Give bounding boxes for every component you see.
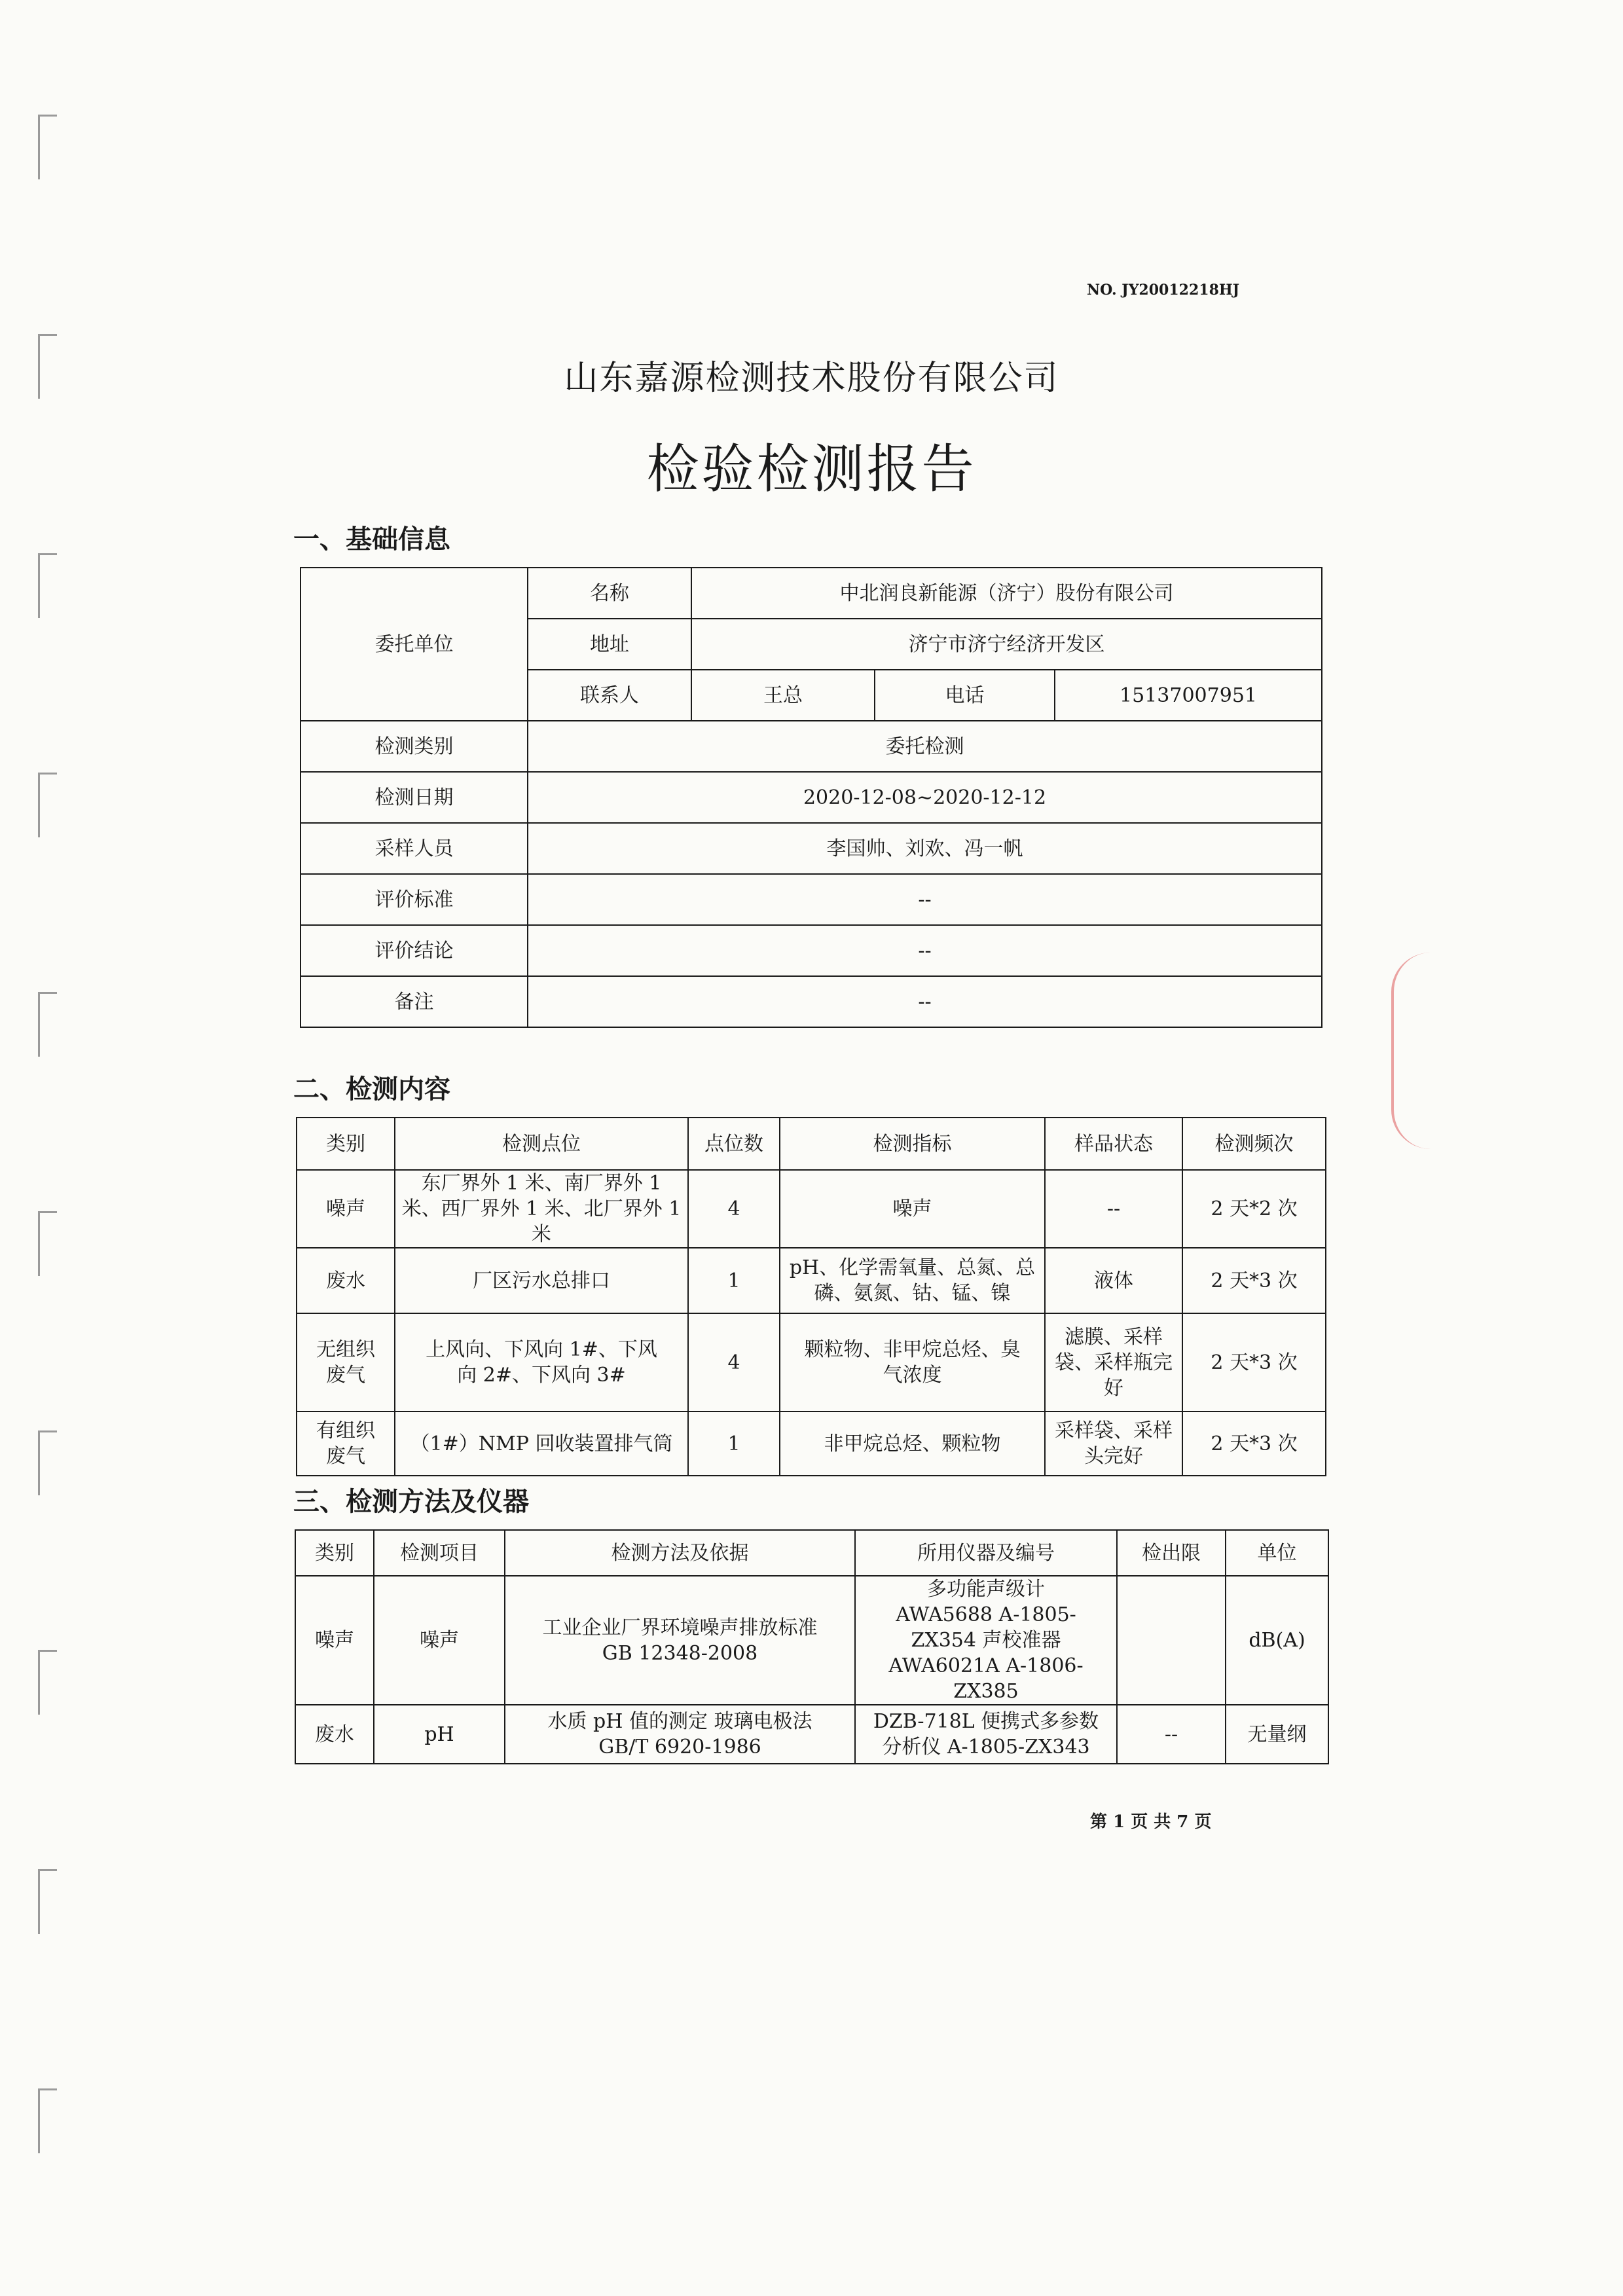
binding-mark [38, 1430, 57, 1495]
method-cell: 工业企业厂界环境噪声排放标准 GB 12348-2008 [505, 1576, 855, 1705]
header-cell: 类别 [295, 1530, 374, 1576]
category-cell: 无组织废气 [297, 1313, 395, 1412]
contact-value: 王总 [691, 670, 875, 721]
methods-table [295, 1529, 1329, 1764]
info-row-label: 检测类别 [301, 721, 528, 772]
points-cell: 东厂界外 1 米、南厂界外 1 米、西厂界外 1 米、北厂界外 1 米 [395, 1170, 688, 1248]
freq-cell: 2 天*3 次 [1182, 1313, 1326, 1412]
basic-info-table [300, 567, 1322, 1028]
page-number: 第 1 页 共 7 页 [1090, 1812, 1212, 1832]
item-cell: pH [374, 1705, 505, 1764]
state-cell: 采样袋、采样头完好 [1045, 1412, 1182, 1476]
info-row-value: 2020-12-08~2020-12-12 [528, 772, 1322, 823]
instrument-cell: 多功能声级计 AWA5688 A-1805-ZX354 声校准器 AWA6021A A-1806-ZX385 [855, 1576, 1117, 1705]
info-row-value: 李国帅、刘欢、冯一帆 [528, 823, 1322, 874]
info-row-label: 备注 [301, 976, 528, 1027]
state-cell: 滤膜、采样袋、采样瓶完好 [1045, 1313, 1182, 1412]
items-cell: 颗粒物、非甲烷总烃、臭气浓度 [780, 1313, 1045, 1412]
freq-cell: 2 天*3 次 [1182, 1248, 1326, 1313]
binding-mark [38, 553, 57, 618]
report-number: NO. JY20012218HJ [1087, 282, 1240, 299]
section-methods-title: 三、检测方法及仪器 [293, 1486, 529, 1517]
freq-cell: 2 天*2 次 [1182, 1170, 1326, 1248]
limit-cell: -- [1117, 1705, 1226, 1764]
limit-cell [1117, 1576, 1226, 1705]
info-row-label: 采样人员 [301, 823, 528, 874]
section-content-title: 二、检测内容 [293, 1074, 450, 1104]
items-cell: 噪声 [780, 1170, 1045, 1248]
company-name: 山东嘉源检测技术股份有限公司 [564, 359, 1059, 398]
binding-mark [38, 1211, 57, 1276]
category-cell: 废水 [297, 1248, 395, 1313]
header-cell: 类别 [297, 1118, 395, 1170]
count-cell: 1 [688, 1412, 780, 1476]
points-cell: 上风向、下风向 1#、下风向 2#、下风向 3# [395, 1313, 688, 1412]
binding-mark [38, 2088, 57, 2153]
binding-mark [38, 1650, 57, 1715]
name-label: 名称 [528, 568, 691, 619]
freq-cell: 2 天*3 次 [1182, 1412, 1326, 1476]
info-row-value: -- [528, 874, 1322, 925]
header-cell: 检测方法及依据 [505, 1530, 855, 1576]
items-cell: 非甲烷总烃、颗粒物 [780, 1412, 1045, 1476]
info-row-label: 检测日期 [301, 772, 528, 823]
phone-label: 电话 [875, 670, 1055, 721]
state-cell: -- [1045, 1170, 1182, 1248]
binding-mark [38, 992, 57, 1057]
info-row-label: 评价标准 [301, 874, 528, 925]
count-cell: 1 [688, 1248, 780, 1313]
unit-cell: 无量纲 [1226, 1705, 1328, 1764]
item-cell: 噪声 [374, 1576, 505, 1705]
instrument-cell: DZB-718L 便携式多参数分析仪 A-1805-ZX343 [855, 1705, 1117, 1764]
category-cell: 噪声 [295, 1576, 374, 1705]
header-cell: 检测频次 [1182, 1118, 1326, 1170]
header-cell: 点位数 [688, 1118, 780, 1170]
count-cell: 4 [688, 1313, 780, 1412]
count-cell: 4 [688, 1170, 780, 1248]
info-row-value: -- [528, 925, 1322, 976]
header-cell: 检出限 [1117, 1530, 1226, 1576]
address-value: 济宁市济宁经济开发区 [691, 619, 1322, 670]
phone-value: 15137007951 [1055, 670, 1322, 721]
seal-stamp [1391, 953, 1440, 1149]
info-row-value: -- [528, 976, 1322, 1027]
category-cell: 噪声 [297, 1170, 395, 1248]
contact-label: 联系人 [528, 670, 691, 721]
name-value: 中北润良新能源（济宁）股份有限公司 [691, 568, 1322, 619]
binding-mark [38, 115, 57, 179]
client-label: 委托单位 [301, 568, 528, 721]
method-cell: 水质 pH 值的测定 玻璃电极法 GB/T 6920-1986 [505, 1705, 855, 1764]
state-cell: 液体 [1045, 1248, 1182, 1313]
info-row-label: 评价结论 [301, 925, 528, 976]
points-cell: 厂区污水总排口 [395, 1248, 688, 1313]
header-cell: 单位 [1226, 1530, 1328, 1576]
unit-cell: dB(A) [1226, 1576, 1328, 1705]
points-cell: （1#）NMP 回收装置排气筒 [395, 1412, 688, 1476]
binding-mark [38, 773, 57, 837]
section-basic-info-title: 一、基础信息 [293, 524, 450, 555]
category-cell: 有组织废气 [297, 1412, 395, 1476]
header-cell: 所用仪器及编号 [855, 1530, 1117, 1576]
detection-content-table [296, 1117, 1326, 1476]
header-cell: 样品状态 [1045, 1118, 1182, 1170]
header-cell: 检测指标 [780, 1118, 1045, 1170]
header-cell: 检测点位 [395, 1118, 688, 1170]
info-row-value: 委托检测 [528, 721, 1322, 772]
binding-mark [38, 1869, 57, 1934]
category-cell: 废水 [295, 1705, 374, 1764]
document-title: 检验检测报告 [646, 439, 977, 500]
header-cell: 检测项目 [374, 1530, 505, 1576]
items-cell: pH、化学需氧量、总氮、总磷、氨氮、钴、锰、镍 [780, 1248, 1045, 1313]
address-label: 地址 [528, 619, 691, 670]
